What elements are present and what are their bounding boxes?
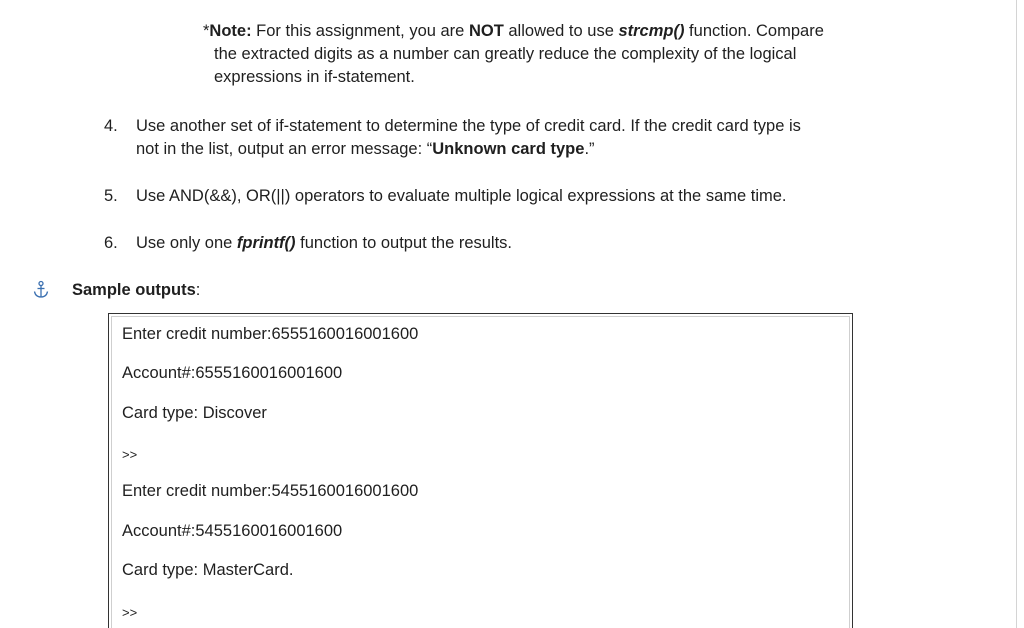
page-edge-divider (1016, 0, 1017, 628)
console-line-5: Enter credit number:5455160016001600 (122, 482, 419, 500)
list-item-4-text: not in the list, output an error message: “ (136, 140, 433, 158)
list-item-6-line (136, 232, 884, 255)
list-number: 6. (104, 234, 118, 252)
note-text-2: allowed to use (503, 22, 619, 40)
list-item-4-line-2 (136, 138, 884, 161)
sample-outputs-label: Sample outputs (72, 281, 196, 299)
console-line-2: Account#:6555160016001600 (122, 364, 343, 382)
list-item-5 (104, 185, 884, 208)
sample-output-box (108, 313, 853, 628)
list-item-4-end: .” (584, 140, 595, 158)
note-text-1: For this assignment, you are (251, 22, 469, 40)
console-line-6: Account#:5455160016001600 (122, 522, 343, 540)
list-item-6-text-1: Use only one (136, 234, 237, 252)
fprintf-function-name: fprintf() (236, 234, 296, 252)
list-item-5-text: Use AND(&&), OR(||) operators to evaluate multiple logical expressions at the same time. (136, 187, 787, 205)
note-asterisk: * (203, 22, 210, 40)
console-line-7: Card type: MasterCard. (122, 561, 294, 579)
sample-outputs-colon: : (195, 281, 201, 299)
list-item-6-text-2: function to output the results. (295, 234, 513, 252)
sample-outputs-heading (72, 279, 200, 302)
note-label: Note: (209, 22, 252, 40)
anchor-icon[interactable] (32, 280, 50, 300)
unknown-card-type-text: Unknown card type (432, 140, 585, 158)
note-line-2: the extracted digits as a number can greatly reduce the complexity of the logical (214, 45, 797, 63)
list-item-4-line-1: Use another set of if-statement to determine the type of credit card. If the credit card type is (136, 117, 801, 135)
list-number: 4. (104, 117, 118, 135)
console-line-1: Enter credit number:6555160016001600 (122, 325, 419, 343)
note-paragraph (203, 20, 883, 89)
note-function-name: strcmp() (618, 22, 685, 40)
note-emphasis-not: NOT (468, 22, 504, 40)
note-line-1 (203, 20, 883, 43)
list-item-6 (104, 232, 884, 255)
list-item-4 (104, 115, 884, 161)
note-line-3: expressions in if-statement. (214, 68, 415, 86)
note-text-3: function. Compare (684, 22, 824, 40)
console-prompt-1: >> (122, 447, 138, 462)
list-number: 5. (104, 187, 118, 205)
console-prompt-2: >> (122, 605, 138, 620)
console-line-3: Card type: Discover (122, 404, 267, 422)
